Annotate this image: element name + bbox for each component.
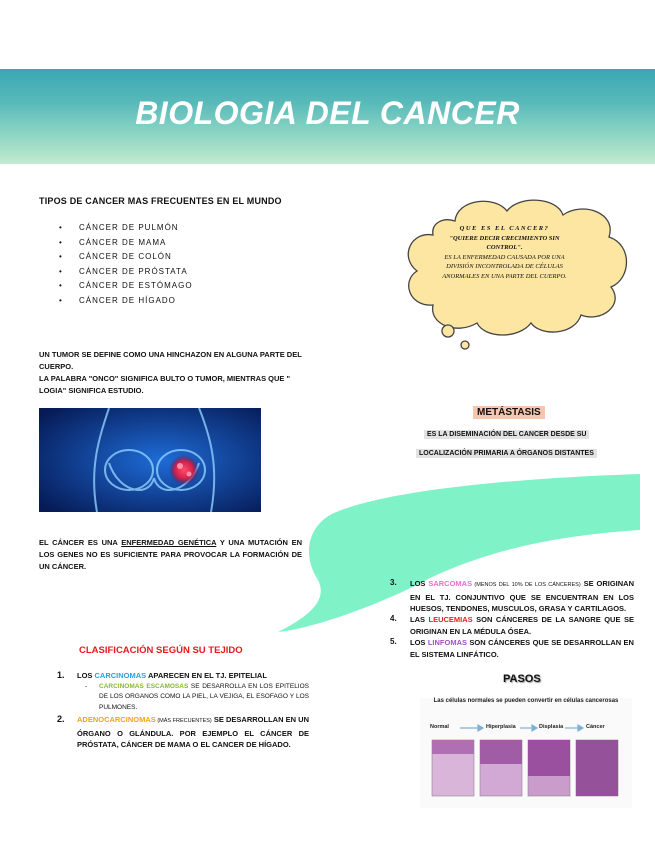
clasificacion-item-1: 1. LOS CARCINOMAS APARECEN EN EL TJ. EPITELIAL - CARCINOMAS ESCAMOSAS SE DESARROLLA EN LOS EPITELIOS DE LOS ORGANOS COMO LA PIEL, LA VEJIGA, EL ESOFAGO Y LOS PULMONES.	[57, 670, 310, 711]
list-item: • CÁNCER DE COLÓN	[59, 252, 172, 261]
metastasis-title: METÁSTASIS	[473, 406, 545, 419]
metastasis-line-2: LOCALIZACIÓN PRIMARIA A ÓRGANOS DISTANTES	[416, 449, 597, 458]
clasificacion-heading: CLASIFICACIÓN SEGÚN SU TEJIDO	[79, 645, 243, 656]
cloud-title: QUE ES EL CANCER?	[459, 225, 550, 232]
figure-caption: Las células normales se pueden convertir en células cancerosas	[433, 698, 619, 704]
list-item: • CÁNCER DE ESTÓMAGO	[59, 281, 193, 290]
stage-label-normal: Normal	[430, 724, 449, 730]
tumor-line-1: UN TUMOR SE DEFINE COMO UNA HINCHAZON EN ALGUNA PARTE DEL CUERPO.	[39, 350, 302, 371]
clasificacion-item-5: 5. LOS LINFOMAS SON CÁNCERES QUE SE DESARROLLAN EN EL SISTEMA LINFÁTICO.	[390, 637, 634, 659]
cell-stages-figure	[420, 698, 632, 808]
genetica-underlined: ENFERMEDAD GENÉTICA	[121, 538, 217, 547]
cell-stages-diagram	[420, 720, 632, 806]
stage-label-hiperplasia: Hiperplasia	[486, 724, 516, 730]
tumor-line-2: LA PALABRA "ONCO" SIGNIFICA BULTO O TUMOR, MIENTRAS QUE " LOGIA" SIGNIFICA ESTUDIO.	[39, 374, 291, 395]
list-item: • CÁNCER DE HÍGADO	[59, 295, 176, 305]
cloud-body: ES LA ENFERMEDAD CAUSADA POR UNA DIVISIÓN INCONTROLADA DE CÉLULAS ANORMALES EN UNA PARTE DEL CUERPO.	[442, 253, 567, 280]
metastasis-line-1: ES LA DISEMINACIÓN DEL CANCER DESDE SU	[424, 430, 589, 439]
genetica-paragraph: EL CÁNCER ES UNA ENFERMEDAD GENÉTICA Y UNA MUTACIÓN EN LOS GENES NO ES SUFICIENTE PARA PROVOCAR LA FORMACIÓN DE UN CÁNCER.	[39, 538, 303, 571]
list-item: • CÁNCER DE PRÓSTATA	[59, 266, 188, 276]
clasificacion-item-3: 3. LOS SARCOMAS (MENOS DEL 10% DE LOS CÁNCERES) SE ORIGINAN EN EL TJ. CONJUNTIVO QUE SE ENCUENTRAN EN LOS HUESOS, TENDONES, MUSCULOS, GRASA Y CARTILAGOS.	[390, 578, 634, 613]
page-title: BIOLOGIA DEL CANCER	[135, 95, 520, 131]
pasos-title: PASOS	[503, 673, 541, 685]
cloud-subtitle: "QUIERE DECIR CRECIMIENTO SIN CONTROL".	[449, 234, 560, 251]
clasificacion-item-2: 2. ADENOCARCINOMAS (MÁS FRECUENTES) SE DESARROLLAN EN UN ÓRGANO O GLÁNDULA. POR EJEMPLO EL CÁNCER DE PRÓSTATA, CÁNCER DE MAMA O EL CANCER DE HÍGADO.	[57, 714, 309, 749]
list-item: • CÁNCER DE PULMÓN	[59, 223, 179, 232]
clasificacion-item-4: 4. LAS LEUCEMIAS SON CÁNCERES DE LA SANGRE QUE SE ORIGINAN EN LA MÉDULA ÓSEA.	[390, 614, 634, 636]
tipos-heading: TIPOS DE CANCER MAS FRECUENTES EN EL MUNDO	[39, 196, 282, 206]
list-item: • CÁNCER DE MAMA	[59, 237, 167, 247]
stage-label-displasia: Displasia	[539, 724, 564, 730]
stage-label-cancer: Cáncer	[586, 724, 605, 730]
